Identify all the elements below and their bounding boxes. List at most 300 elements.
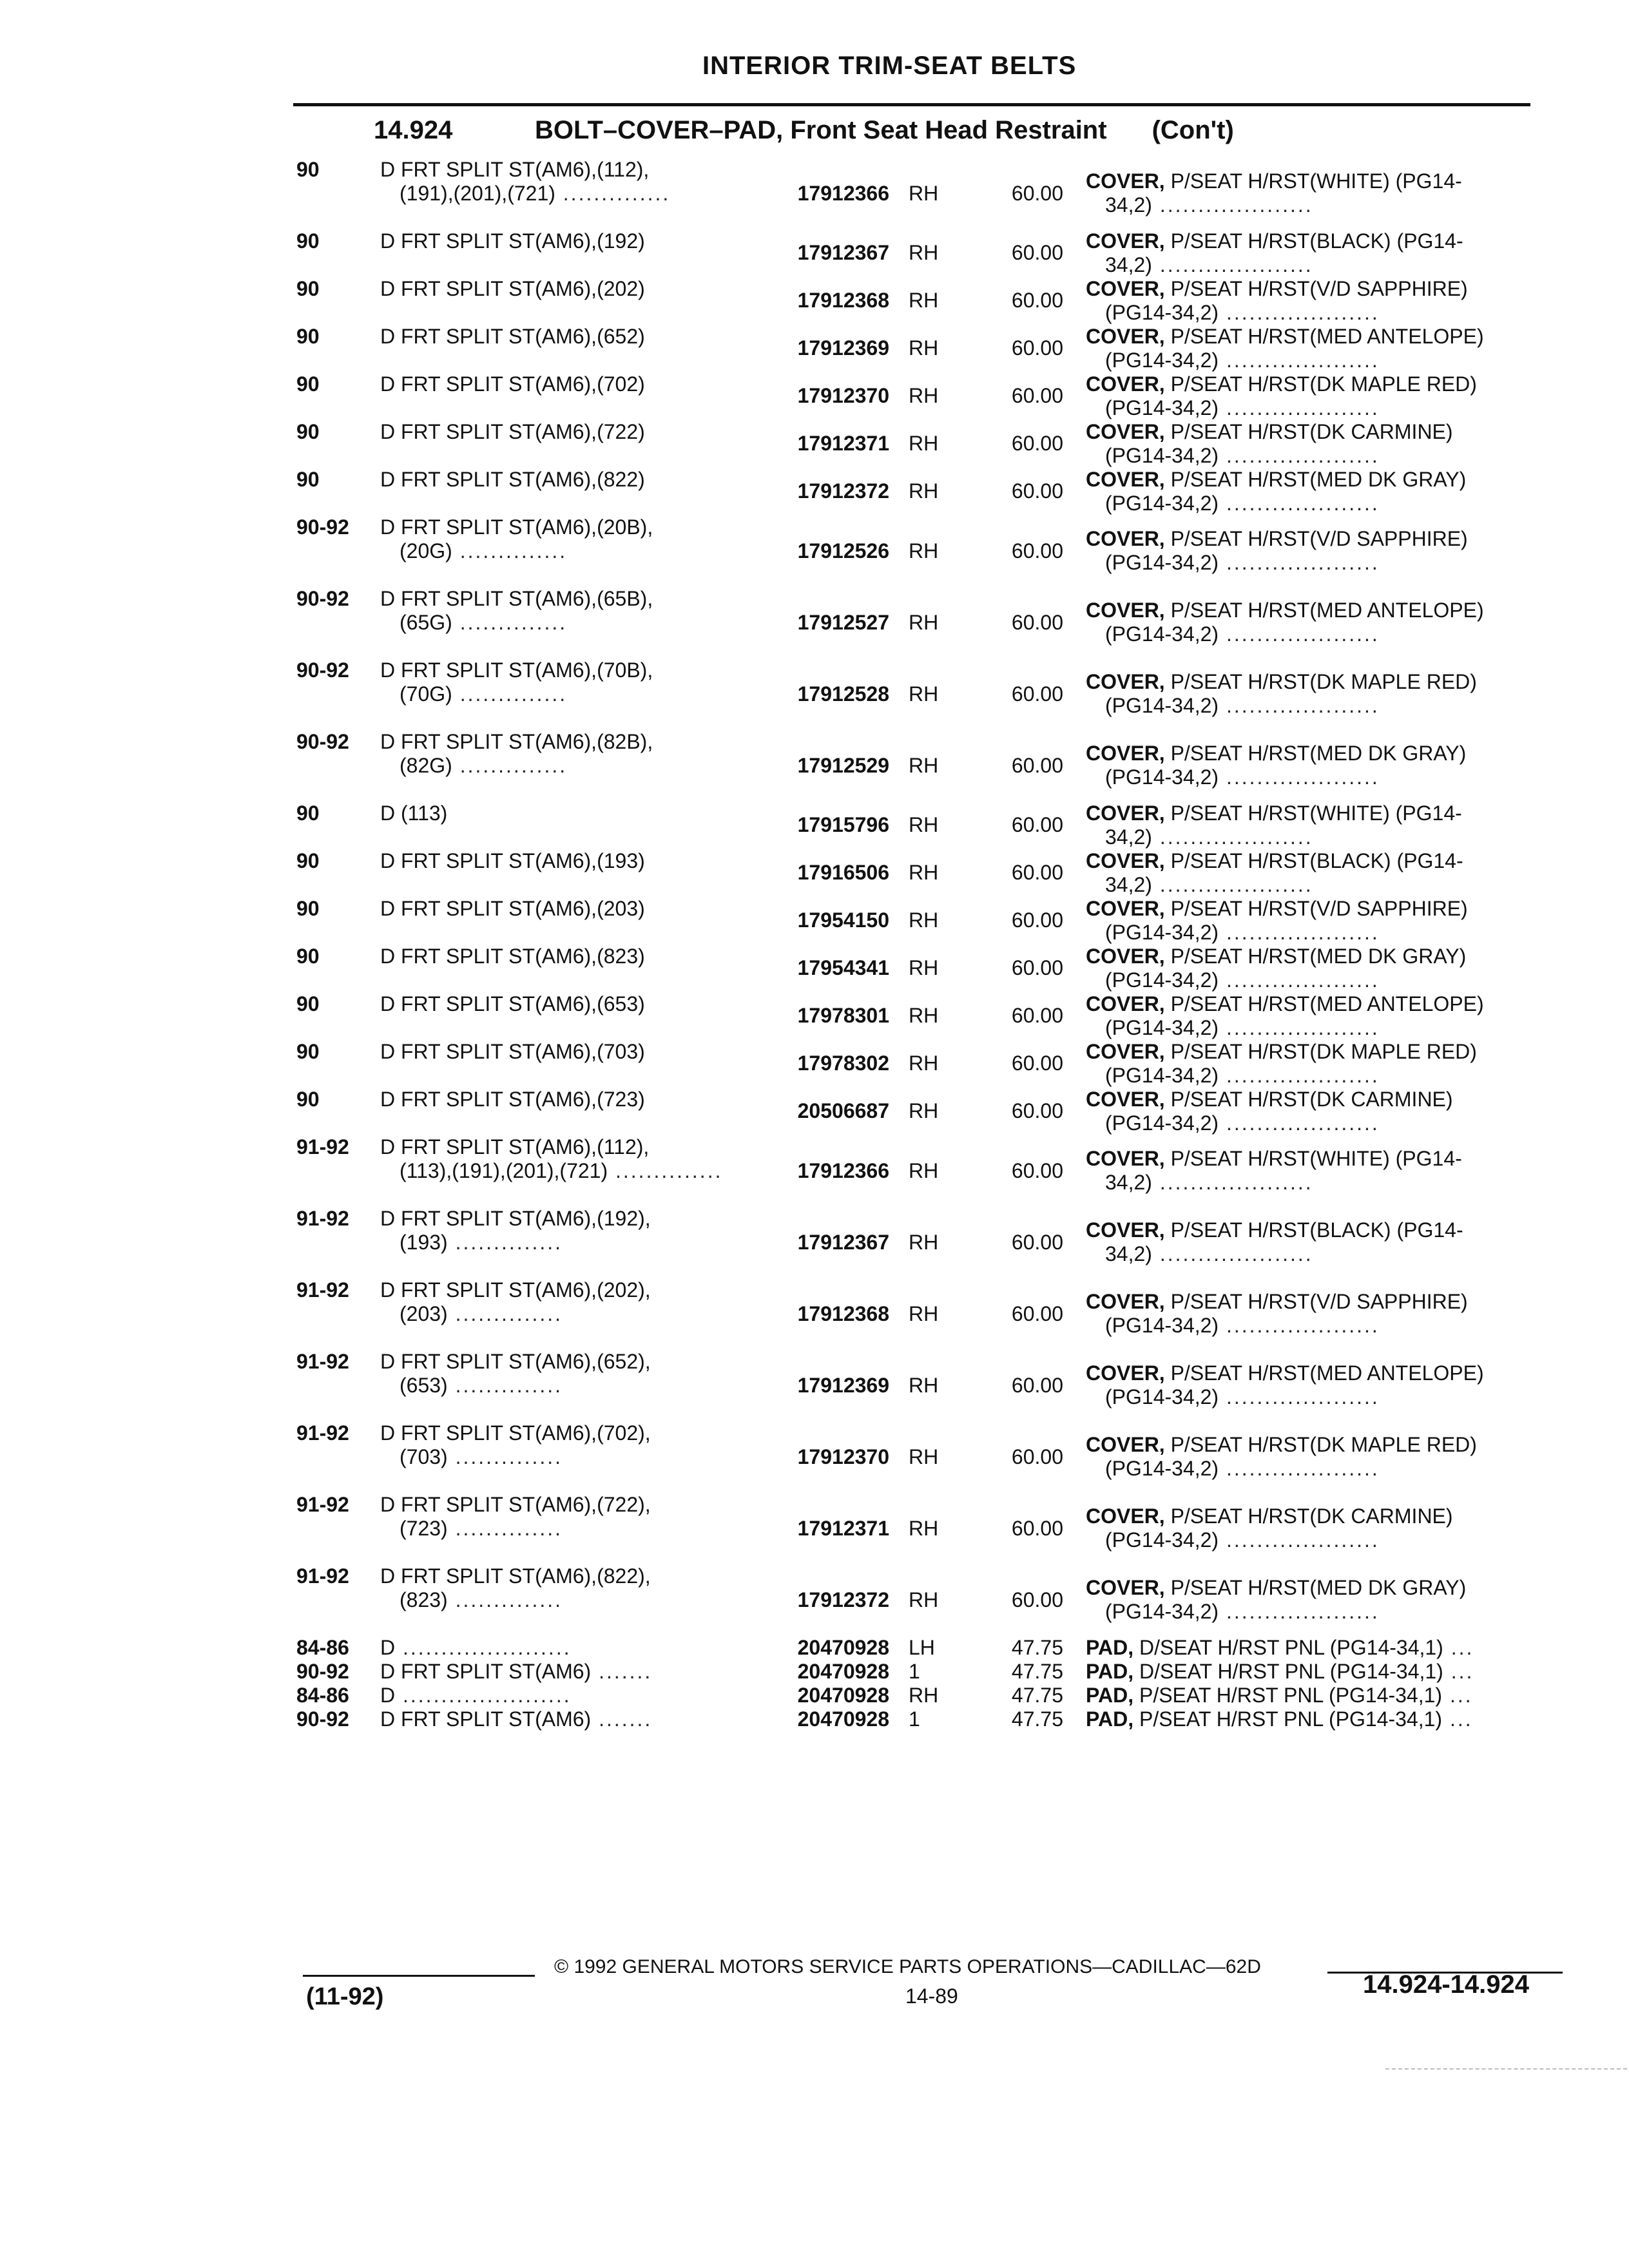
price: 60.00 bbox=[1011, 1445, 1063, 1468]
model-year: 90 bbox=[296, 1088, 320, 1111]
side-code: RH bbox=[909, 182, 939, 205]
usage-line-1: D FRT SPLIT ST(AM6),(723) bbox=[380, 1088, 645, 1111]
part-detail: P/SEAT H/RST(V/D SAPPHIRE) bbox=[1164, 897, 1468, 920]
price: 60.00 bbox=[1011, 289, 1063, 312]
usage-line-1: D FRT SPLIT ST(AM6),(112), bbox=[380, 158, 650, 181]
part-description bbox=[1086, 277, 1563, 325]
price: 60.00 bbox=[1011, 1517, 1063, 1540]
table-row bbox=[296, 325, 1553, 372]
usage-line-1: D FRT SPLIT ST(AM6),(112), bbox=[380, 1135, 650, 1158]
part-description-line-1 bbox=[1086, 849, 1563, 873]
table-row bbox=[296, 420, 1553, 468]
side-code: RH bbox=[909, 1588, 939, 1611]
part-description bbox=[1086, 420, 1563, 468]
price: 60.00 bbox=[1011, 384, 1063, 407]
part-number: 17954150 bbox=[797, 908, 889, 932]
model-year: 90 bbox=[296, 158, 320, 181]
part-reference: 34,2) bbox=[1105, 873, 1152, 896]
leader-dots: ... bbox=[1442, 1684, 1473, 1707]
usage-line-1: D FRT SPLIT ST(AM6),(20B), bbox=[380, 515, 653, 539]
leader-dots: .................... bbox=[1152, 1171, 1313, 1194]
side-code: RH bbox=[909, 1445, 939, 1468]
table-row bbox=[296, 1421, 1553, 1493]
part-noun: COVER, bbox=[1086, 992, 1165, 1015]
part-description bbox=[1086, 1504, 1563, 1552]
part-reference: (PG14-34,2) bbox=[1105, 694, 1219, 717]
part-noun: COVER, bbox=[1086, 1504, 1165, 1528]
part-noun: COVER, bbox=[1086, 277, 1165, 300]
table-row bbox=[296, 372, 1553, 420]
model-year: 90-92 bbox=[296, 658, 349, 682]
part-description-line-2 bbox=[1086, 301, 1563, 325]
leader-dots: ....... bbox=[591, 1707, 653, 1731]
usage-line-2: (653) bbox=[400, 1374, 448, 1397]
scan-artifact bbox=[1385, 2068, 1627, 2070]
price: 60.00 bbox=[1011, 1099, 1063, 1122]
part-number: 17912366 bbox=[797, 182, 889, 205]
part-description bbox=[1086, 1218, 1563, 1266]
part-description bbox=[1086, 742, 1563, 789]
leader-dots: .............. bbox=[447, 1231, 563, 1254]
part-reference: (PG14-34,2) bbox=[1105, 396, 1219, 419]
price: 60.00 bbox=[1011, 1052, 1063, 1075]
model-year: 90 bbox=[296, 945, 320, 968]
part-number: 17978301 bbox=[797, 1004, 889, 1027]
usage-line-2: (703) bbox=[400, 1445, 448, 1468]
model-year: 90 bbox=[296, 468, 320, 491]
leader-dots: .................... bbox=[1219, 1314, 1380, 1337]
price: 60.00 bbox=[1011, 956, 1063, 979]
side-code: RH bbox=[909, 1159, 939, 1182]
usage-line-1: D FRT SPLIT ST(AM6),(202), bbox=[380, 1278, 651, 1302]
usage-line-2: (65G) bbox=[400, 611, 452, 634]
part-number: 17912369 bbox=[797, 336, 889, 360]
part-description bbox=[1086, 897, 1563, 945]
part-detail: P/SEAT H/RST(MED ANTELOPE) bbox=[1164, 599, 1484, 622]
part-noun: COVER, bbox=[1086, 1088, 1165, 1111]
model-year: 84-86 bbox=[296, 1684, 349, 1707]
part-number: 20470928 bbox=[797, 1707, 889, 1731]
price: 60.00 bbox=[1011, 336, 1063, 360]
part-noun: COVER, bbox=[1086, 527, 1165, 550]
part-number: 17912367 bbox=[797, 1231, 889, 1254]
part-detail: P/SEAT H/RST(DK MAPLE RED) bbox=[1164, 1433, 1477, 1456]
part-detail: P/SEAT H/RST(MED ANTELOPE) bbox=[1164, 1361, 1484, 1385]
part-detail: P/SEAT H/RST(WHITE) (PG14- bbox=[1164, 1147, 1462, 1170]
part-description-line-2 bbox=[1086, 551, 1563, 575]
leader-dots: ...................... bbox=[395, 1684, 572, 1707]
usage-line-1: D FRT SPLIT ST(AM6),(652), bbox=[380, 1350, 651, 1373]
part-detail: P/SEAT H/RST PNL (PG14-34,1) bbox=[1133, 1684, 1443, 1707]
leader-dots: .................... bbox=[1152, 1242, 1313, 1265]
part-noun: COVER, bbox=[1086, 897, 1165, 920]
table-row bbox=[296, 468, 1553, 515]
price: 60.00 bbox=[1011, 813, 1063, 836]
leader-dots: .............. bbox=[447, 1517, 563, 1540]
leader-dots: .................... bbox=[1219, 694, 1380, 717]
side-code: RH bbox=[909, 861, 939, 884]
price: 47.75 bbox=[1011, 1636, 1063, 1659]
part-description-line-2 bbox=[1086, 1111, 1563, 1135]
model-year: 90 bbox=[296, 325, 320, 348]
side-code: RH bbox=[909, 611, 939, 634]
part-description bbox=[1086, 802, 1563, 849]
model-year: 91-92 bbox=[296, 1350, 349, 1373]
part-number: 17912529 bbox=[797, 754, 889, 777]
part-description bbox=[1086, 1147, 1563, 1195]
part-detail: P/SEAT H/RST(MED DK GRAY) bbox=[1164, 468, 1467, 491]
part-detail: P/SEAT H/RST(MED ANTELOPE) bbox=[1164, 325, 1484, 348]
usage-line-1: D FRT SPLIT ST(AM6),(822), bbox=[380, 1564, 651, 1588]
part-noun: COVER, bbox=[1086, 802, 1165, 825]
part-reference: (PG14-34,2) bbox=[1105, 765, 1219, 789]
table-row bbox=[296, 1707, 1553, 1731]
part-description bbox=[1086, 1290, 1563, 1338]
part-description-line-1 bbox=[1086, 1576, 1563, 1600]
price: 60.00 bbox=[1011, 754, 1063, 777]
part-description-line-2 bbox=[1086, 765, 1563, 789]
part-detail: P/SEAT H/RST(WHITE) (PG14- bbox=[1164, 802, 1462, 825]
leader-dots: .............. bbox=[452, 539, 568, 562]
side-code: RH bbox=[909, 384, 939, 407]
part-description-line-1 bbox=[1086, 420, 1563, 444]
leader-dots: ... bbox=[1442, 1707, 1473, 1731]
part-description-line-1 bbox=[1086, 802, 1563, 825]
usage-line-2: (20G) bbox=[400, 539, 452, 562]
part-noun: COVER, bbox=[1086, 1218, 1165, 1242]
side-code: RH bbox=[909, 1374, 939, 1397]
part-noun: COVER, bbox=[1086, 1576, 1165, 1599]
part-reference: (PG14-34,2) bbox=[1105, 301, 1219, 324]
usage-line-1: D FRT SPLIT ST(AM6),(652) bbox=[380, 325, 645, 348]
part-noun: PAD, bbox=[1086, 1684, 1134, 1707]
leader-dots: .................... bbox=[1219, 1016, 1380, 1039]
usage-line-1: D FRT SPLIT ST(AM6) bbox=[380, 1660, 592, 1683]
model-year: 91-92 bbox=[296, 1135, 349, 1158]
price: 60.00 bbox=[1011, 1374, 1063, 1397]
side-code: 1 bbox=[909, 1707, 920, 1731]
usage-line-1: D FRT SPLIT ST(AM6),(203) bbox=[380, 897, 645, 920]
part-reference: 34,2) bbox=[1105, 825, 1152, 849]
section-title: BOLT–COVER–PAD, Front Seat Head Restraint bbox=[535, 116, 1107, 144]
price: 60.00 bbox=[1011, 539, 1063, 562]
price: 60.00 bbox=[1011, 182, 1063, 205]
side-code: RH bbox=[909, 682, 939, 706]
part-noun: COVER, bbox=[1086, 599, 1165, 622]
part-description-line-2 bbox=[1086, 1528, 1563, 1552]
usage-line-2: (193) bbox=[400, 1231, 448, 1254]
part-detail: P/SEAT H/RST(DK CARMINE) bbox=[1164, 1088, 1453, 1111]
part-detail: P/SEAT H/RST(DK MAPLE RED) bbox=[1164, 1040, 1477, 1063]
part-detail: P/SEAT H/RST(MED DK GRAY) bbox=[1164, 742, 1467, 765]
section-heading bbox=[374, 116, 1340, 145]
model-year: 91-92 bbox=[296, 1278, 349, 1302]
usage-line-1: D bbox=[380, 1684, 396, 1707]
leader-dots: ....... bbox=[591, 1660, 653, 1683]
price: 47.75 bbox=[1011, 1684, 1063, 1707]
usage-line-2: (723) bbox=[400, 1517, 448, 1540]
part-description-line-2 bbox=[1086, 968, 1563, 992]
footer-range: 14.924-14.924 bbox=[1363, 1970, 1530, 1999]
model-year: 84-86 bbox=[296, 1636, 349, 1659]
part-description bbox=[1086, 372, 1563, 420]
part-description bbox=[1086, 1433, 1563, 1481]
table-row bbox=[296, 897, 1553, 945]
part-description bbox=[1086, 1660, 1563, 1684]
price: 60.00 bbox=[1011, 432, 1063, 455]
usage-line-1: D FRT SPLIT ST(AM6),(192) bbox=[380, 229, 645, 253]
part-number: 17978302 bbox=[797, 1052, 889, 1075]
leader-dots: .................... bbox=[1219, 921, 1380, 944]
leader-dots: .................... bbox=[1219, 396, 1380, 419]
part-description-line-1 bbox=[1086, 1361, 1563, 1385]
part-description bbox=[1086, 1040, 1563, 1088]
part-noun: COVER, bbox=[1086, 1290, 1165, 1313]
part-description bbox=[1086, 945, 1563, 992]
leader-dots: .............. bbox=[452, 611, 568, 634]
part-detail: P/SEAT H/RST(DK CARMINE) bbox=[1164, 1504, 1453, 1528]
part-description-line-1 bbox=[1086, 945, 1563, 968]
leader-dots: ... bbox=[1443, 1636, 1474, 1659]
model-year: 91-92 bbox=[296, 1493, 349, 1516]
part-description-line-2 bbox=[1086, 1171, 1563, 1195]
part-description-line-1 bbox=[1086, 325, 1563, 349]
part-reference: 34,2) bbox=[1105, 193, 1152, 216]
side-code: RH bbox=[909, 336, 939, 360]
part-number: 17912370 bbox=[797, 1445, 889, 1468]
part-description-line-1 bbox=[1086, 1040, 1563, 1064]
part-number: 17912368 bbox=[797, 1302, 889, 1325]
section-number: 14.924 bbox=[374, 116, 453, 144]
part-reference: 34,2) bbox=[1105, 1242, 1152, 1265]
leader-dots: .............. bbox=[447, 1588, 563, 1611]
table-row bbox=[296, 229, 1553, 277]
side-code: RH bbox=[909, 956, 939, 979]
part-description-line-2 bbox=[1086, 1314, 1563, 1338]
model-year: 90-92 bbox=[296, 515, 349, 539]
part-noun: COVER, bbox=[1086, 945, 1165, 968]
part-noun: PAD, bbox=[1086, 1636, 1134, 1659]
leader-dots: ...................... bbox=[395, 1636, 572, 1659]
part-description-line-2 bbox=[1086, 873, 1563, 897]
usage-line-1: D (113) bbox=[380, 802, 448, 825]
usage-line-1: D bbox=[380, 1636, 396, 1659]
part-detail: P/SEAT H/RST(WHITE) (PG14- bbox=[1164, 169, 1462, 193]
leader-dots: .............. bbox=[452, 682, 568, 706]
part-reference: 34,2) bbox=[1105, 253, 1152, 276]
price: 60.00 bbox=[1011, 861, 1063, 884]
leader-dots: .................... bbox=[1219, 551, 1380, 574]
part-description-line-1 bbox=[1086, 897, 1563, 921]
part-description-line-2 bbox=[1086, 193, 1563, 217]
side-code: RH bbox=[909, 1099, 939, 1122]
usage-line-1: D FRT SPLIT ST(AM6),(702) bbox=[380, 372, 645, 396]
part-number: 17912368 bbox=[797, 289, 889, 312]
part-detail: P/SEAT H/RST PNL (PG14-34,1) bbox=[1133, 1707, 1443, 1731]
side-code: RH bbox=[909, 1231, 939, 1254]
part-description-line-1 bbox=[1086, 468, 1563, 492]
table-row bbox=[296, 1040, 1553, 1088]
table-row bbox=[296, 945, 1553, 992]
side-code: RH bbox=[909, 1052, 939, 1075]
part-number: 17912371 bbox=[797, 1517, 889, 1540]
leader-dots: .................... bbox=[1219, 765, 1380, 789]
table-row bbox=[296, 1493, 1553, 1564]
part-description-line-2 bbox=[1086, 349, 1563, 372]
part-description bbox=[1086, 992, 1563, 1040]
part-description bbox=[1086, 468, 1563, 515]
part-noun: COVER, bbox=[1086, 1433, 1165, 1456]
side-code: RH bbox=[909, 813, 939, 836]
part-description-line-2 bbox=[1086, 1600, 1563, 1624]
usage-line-1: D FRT SPLIT ST(AM6),(702), bbox=[380, 1421, 651, 1445]
part-description-line-1 bbox=[1086, 1504, 1563, 1528]
part-description bbox=[1086, 1576, 1563, 1624]
part-reference: (PG14-34,2) bbox=[1105, 492, 1219, 515]
part-number: 20470928 bbox=[797, 1636, 889, 1659]
part-reference: (PG14-34,2) bbox=[1105, 1457, 1219, 1480]
part-description-line-2 bbox=[1086, 253, 1563, 277]
part-reference: (PG14-34,2) bbox=[1105, 444, 1219, 467]
leader-dots: .................... bbox=[1152, 873, 1313, 896]
price: 60.00 bbox=[1011, 479, 1063, 503]
part-detail: P/SEAT H/RST(BLACK) (PG14- bbox=[1164, 849, 1463, 872]
part-reference: 34,2) bbox=[1105, 1171, 1152, 1194]
part-description-line-1 bbox=[1086, 527, 1563, 551]
usage-line-1: D FRT SPLIT ST(AM6),(703) bbox=[380, 1040, 645, 1063]
part-noun: COVER, bbox=[1086, 229, 1165, 253]
usage-line-2: (82G) bbox=[400, 754, 452, 777]
part-detail: P/SEAT H/RST(DK MAPLE RED) bbox=[1164, 372, 1477, 396]
price: 60.00 bbox=[1011, 682, 1063, 706]
table-row bbox=[296, 802, 1553, 849]
table-row bbox=[296, 1350, 1553, 1421]
part-detail: P/SEAT H/RST(DK MAPLE RED) bbox=[1164, 670, 1477, 693]
leader-dots: .................... bbox=[1219, 622, 1380, 646]
part-description-line-2 bbox=[1086, 1457, 1563, 1481]
side-code: 1 bbox=[909, 1660, 920, 1683]
usage-line-1: D FRT SPLIT ST(AM6) bbox=[380, 1707, 592, 1731]
part-detail: P/SEAT H/RST(V/D SAPPHIRE) bbox=[1164, 1290, 1468, 1313]
part-number: 20470928 bbox=[797, 1660, 889, 1683]
part-reference: (PG14-34,2) bbox=[1105, 1111, 1219, 1135]
part-noun: COVER, bbox=[1086, 1040, 1165, 1063]
part-description bbox=[1086, 325, 1563, 372]
leader-dots: .................... bbox=[1152, 825, 1313, 849]
part-description bbox=[1086, 670, 1563, 718]
part-number: 17912371 bbox=[797, 432, 889, 455]
part-description-line-2 bbox=[1086, 694, 1563, 718]
leader-dots: .................... bbox=[1219, 1600, 1380, 1623]
part-description-line-1 bbox=[1086, 229, 1563, 253]
usage-line-1: D FRT SPLIT ST(AM6),(823) bbox=[380, 945, 645, 968]
part-reference: (PG14-34,2) bbox=[1105, 1528, 1219, 1552]
table-row bbox=[296, 1660, 1553, 1684]
table-row bbox=[296, 1636, 1553, 1660]
side-code: RH bbox=[909, 479, 939, 503]
part-description-line-1 bbox=[1086, 169, 1563, 193]
leader-dots: .................... bbox=[1219, 349, 1380, 372]
part-description bbox=[1086, 229, 1563, 277]
part-noun: PAD, bbox=[1086, 1660, 1134, 1683]
model-year: 91-92 bbox=[296, 1421, 349, 1445]
part-reference: (PG14-34,2) bbox=[1105, 1064, 1219, 1087]
leader-dots: .............. bbox=[608, 1159, 723, 1182]
table-row bbox=[296, 730, 1553, 802]
side-code: RH bbox=[909, 1684, 939, 1707]
part-noun: COVER, bbox=[1086, 742, 1165, 765]
part-detail: P/SEAT H/RST(MED DK GRAY) bbox=[1164, 945, 1467, 968]
part-description-line-2 bbox=[1086, 825, 1563, 849]
part-description-line-1 bbox=[1086, 599, 1563, 622]
model-year: 90 bbox=[296, 802, 320, 825]
table-row bbox=[296, 849, 1553, 897]
table-row bbox=[296, 1278, 1553, 1350]
table-row bbox=[296, 1135, 1553, 1207]
part-description-line-1 bbox=[1086, 670, 1563, 694]
side-code: RH bbox=[909, 539, 939, 562]
leader-dots: .................... bbox=[1219, 301, 1380, 324]
part-noun: COVER, bbox=[1086, 372, 1165, 396]
usage-line-1: D FRT SPLIT ST(AM6),(822) bbox=[380, 468, 645, 491]
part-number: 20470928 bbox=[797, 1684, 889, 1707]
part-description bbox=[1086, 1636, 1563, 1660]
price: 60.00 bbox=[1011, 1302, 1063, 1325]
footer-page-number: 14-89 bbox=[905, 1984, 958, 2008]
model-year: 90-92 bbox=[296, 730, 349, 753]
part-description-line-1 bbox=[1086, 1218, 1563, 1242]
part-reference: (PG14-34,2) bbox=[1105, 1016, 1219, 1039]
part-description bbox=[1086, 527, 1563, 575]
part-noun: COVER, bbox=[1086, 1147, 1165, 1170]
part-description-line-1 bbox=[1086, 277, 1563, 301]
price: 60.00 bbox=[1011, 241, 1063, 264]
table-row bbox=[296, 1207, 1553, 1278]
part-description-line-2 bbox=[1086, 1016, 1563, 1040]
price: 60.00 bbox=[1011, 908, 1063, 932]
leader-dots: .................... bbox=[1219, 492, 1380, 515]
continued-label: (Con't) bbox=[1152, 116, 1234, 144]
part-detail: P/SEAT H/RST(DK CARMINE) bbox=[1164, 420, 1453, 443]
part-number: 17912528 bbox=[797, 682, 889, 706]
part-number: 17912369 bbox=[797, 1374, 889, 1397]
usage-line-1: D FRT SPLIT ST(AM6),(82B), bbox=[380, 730, 653, 753]
usage-line-1: D FRT SPLIT ST(AM6),(722), bbox=[380, 1493, 651, 1516]
part-description-line-1 bbox=[1086, 1088, 1563, 1111]
price: 60.00 bbox=[1011, 611, 1063, 634]
part-number: 17912367 bbox=[797, 241, 889, 264]
side-code: RH bbox=[909, 1004, 939, 1027]
part-number: 17912372 bbox=[797, 479, 889, 503]
leader-dots: .................... bbox=[1152, 193, 1313, 216]
side-code: LH bbox=[909, 1636, 935, 1659]
table-row bbox=[296, 515, 1553, 587]
part-description-line-1 bbox=[1086, 1147, 1563, 1171]
usage-line-1: D FRT SPLIT ST(AM6),(193) bbox=[380, 849, 645, 872]
usage-line-1: D FRT SPLIT ST(AM6),(653) bbox=[380, 992, 645, 1015]
part-description-line-2 bbox=[1086, 1385, 1563, 1409]
model-year: 90 bbox=[296, 420, 320, 443]
part-description-line-1 bbox=[1086, 372, 1563, 396]
table-row bbox=[296, 992, 1553, 1040]
usage-line-2: (203) bbox=[400, 1302, 448, 1325]
leader-dots: .................... bbox=[1219, 1064, 1380, 1087]
leader-dots: .................... bbox=[1152, 253, 1313, 276]
part-description-line-2 bbox=[1086, 396, 1563, 420]
part-number: 17954341 bbox=[797, 956, 889, 979]
model-year: 90-92 bbox=[296, 1660, 349, 1683]
part-reference: (PG14-34,2) bbox=[1105, 551, 1219, 574]
